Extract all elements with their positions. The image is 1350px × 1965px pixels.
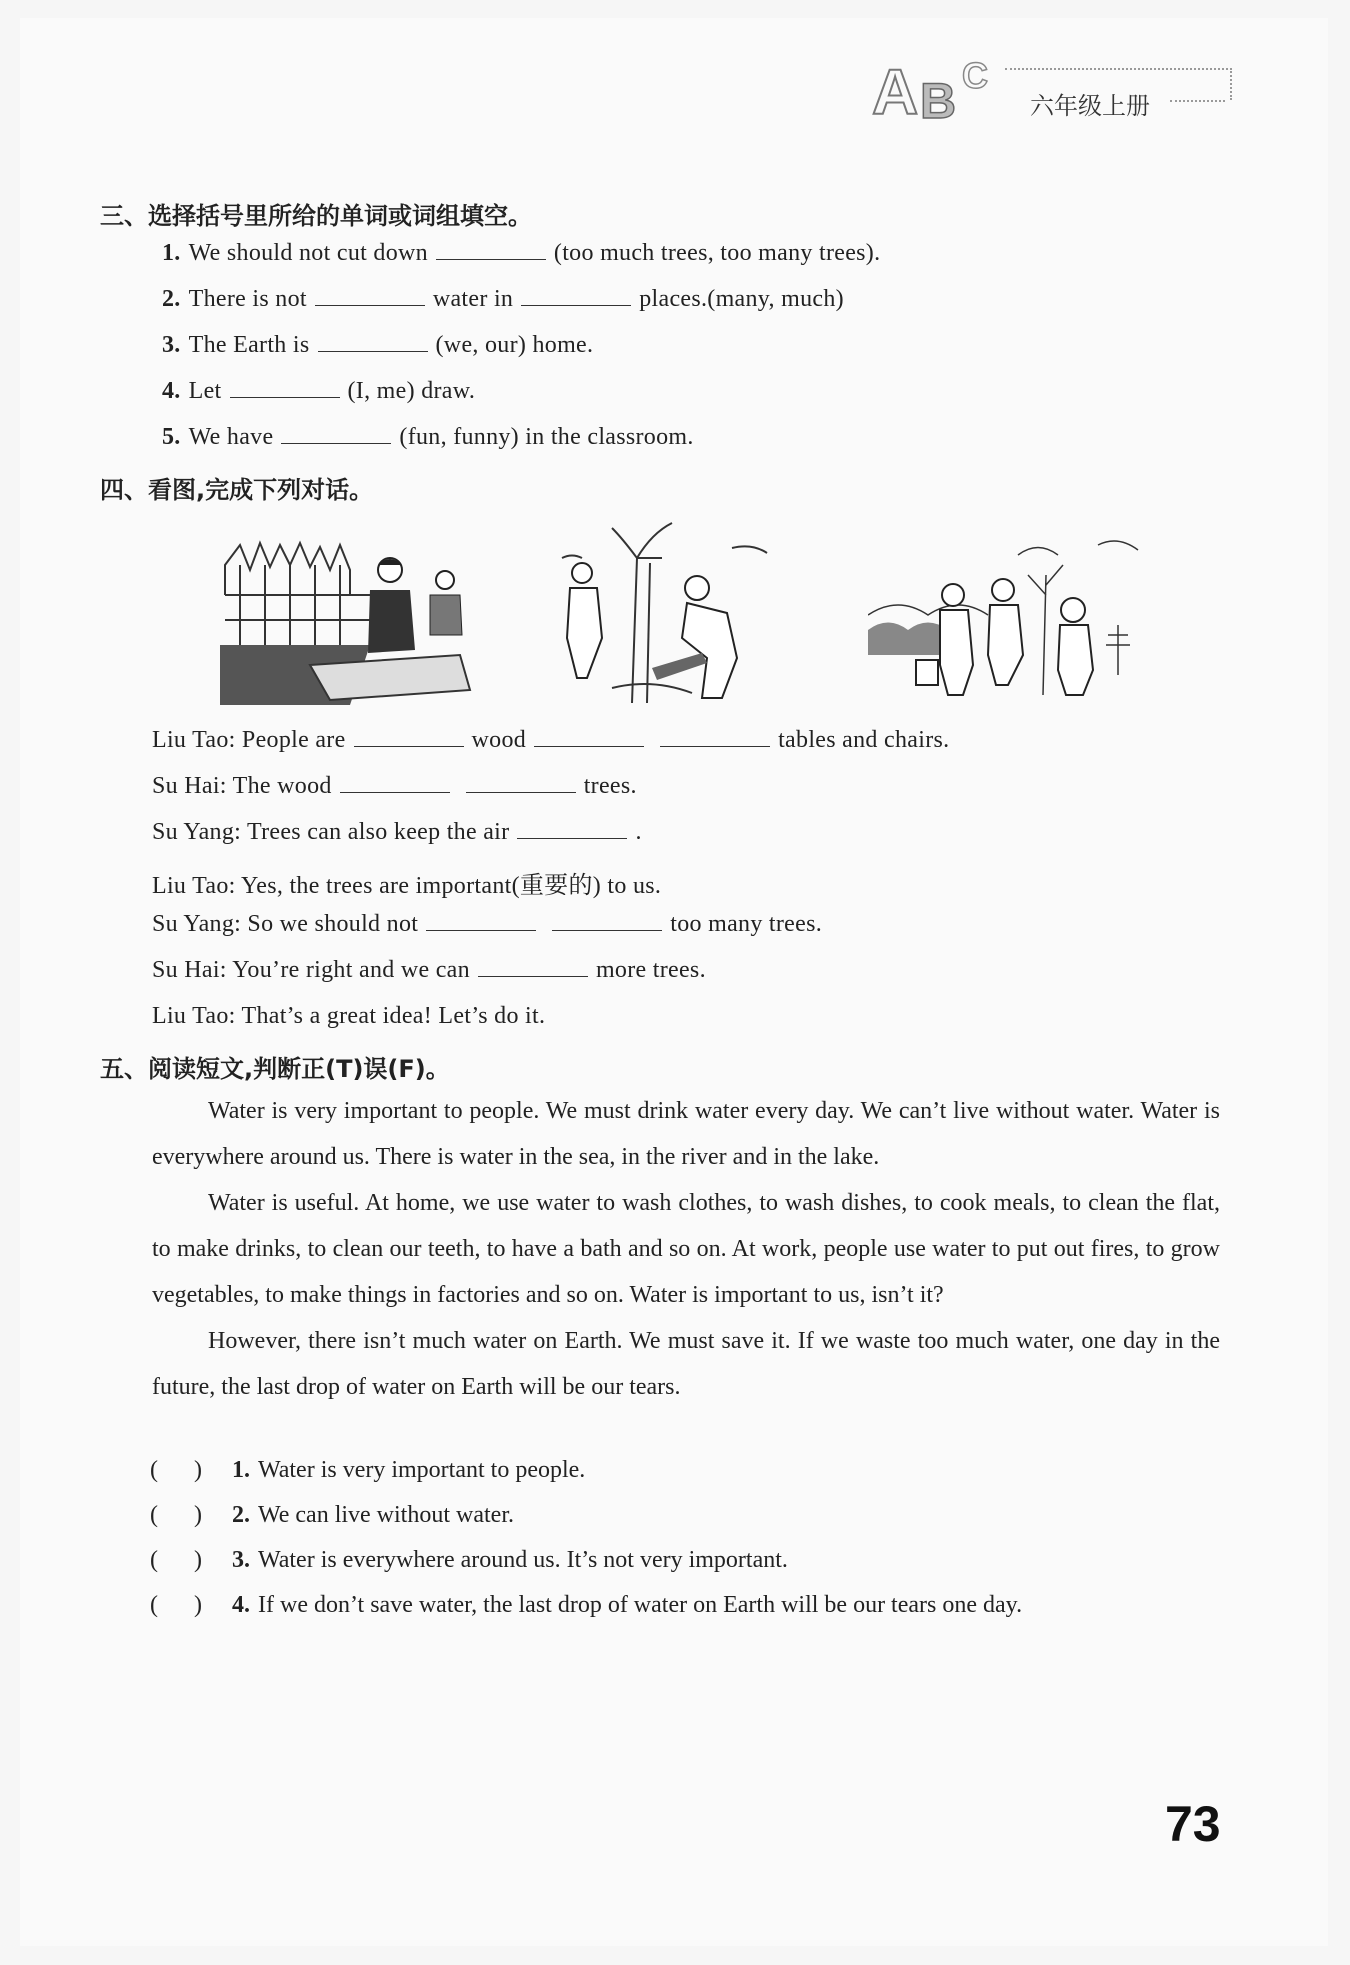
answer-blank[interactable] — [436, 258, 546, 260]
section4-title: 四、看图,完成下列对话。 — [100, 476, 374, 504]
svg-text:B: B — [920, 73, 957, 128]
question-4: 4. Let (I, me) draw. — [162, 378, 476, 404]
answer-blank[interactable] — [318, 350, 428, 352]
question-2: 2. There is not water in places.(many, much) — [162, 286, 844, 312]
abc-logo-icon — [870, 48, 1010, 128]
answer-parentheses[interactable]: ( ) — [150, 1592, 202, 1618]
header-dotted-line — [1170, 100, 1225, 102]
answer-blank[interactable] — [354, 745, 464, 747]
answer-blank[interactable] — [315, 304, 425, 306]
answer-blank[interactable] — [230, 396, 340, 398]
dialogue-line-7: Liu Tao: That’s a great idea! Let’s do it. — [152, 1003, 546, 1029]
tf-statement-1: ( ) 1. Water is very important to people. — [150, 1457, 586, 1483]
section3-title: 三、选择括号里所给的单词或词组填空。 — [100, 202, 532, 230]
dialogue-line-2: Su Hai: The wood trees. — [152, 773, 637, 799]
tf-statement-4: ( ) 4. If we don’t save water, the last drop of water on Earth will be our tears one day. — [150, 1592, 1023, 1618]
svg-text:A: A — [872, 56, 919, 128]
tree-planting-picture — [868, 535, 1143, 700]
reading-passage — [152, 1088, 1220, 1410]
answer-blank[interactable] — [340, 791, 450, 793]
answer-blank[interactable] — [660, 745, 770, 747]
tf-statement-3: ( ) 3. Water is everywhere around us. It’s not very important. — [150, 1547, 788, 1573]
answer-blank[interactable] — [466, 791, 576, 793]
tree-cutting-picture — [552, 518, 787, 703]
answer-blank[interactable] — [521, 304, 631, 306]
dialogue-line-5: Su Yang: So we should not too many trees. — [152, 911, 823, 937]
answer-blank[interactable] — [534, 745, 644, 747]
answer-blank[interactable] — [281, 442, 391, 444]
dialogue-line-1: Liu Tao: People are wood tables and chairs. — [152, 727, 950, 753]
passage-paragraph: Water is useful. At home, we use water to wash clothes, to wash dishes, to cook meals, to clean the flat, to make drinks, to clean our teeth, to have a bath and so on. At work, people use water to put out fires, to grow vegetables, to make things in factories and so on. Water is important to us, isn’t it? — [152, 1190, 1220, 1308]
furniture-workers-picture — [220, 535, 475, 705]
question-1: 1. We should not cut down (too much trees, too many trees). — [162, 240, 881, 266]
section5-title: 五、阅读短文,判断正(T)误(F)。 — [100, 1055, 450, 1083]
answer-parentheses[interactable]: ( ) — [150, 1547, 202, 1573]
passage-paragraph: However, there isn’t much water on Earth. We must save it. If we waste too much water, one day in the future, the last drop of water on Earth will be our tears. — [152, 1328, 1220, 1400]
answer-blank[interactable] — [426, 929, 536, 931]
dialogue-line-3: Su Yang: Trees can also keep the air . — [152, 819, 642, 845]
dialogue-line-4: Liu Tao: Yes, the trees are important(重要的) to us. — [152, 873, 662, 899]
answer-parentheses[interactable]: ( ) — [150, 1502, 202, 1528]
grade-label: 六年级上册 — [1030, 92, 1150, 120]
answer-blank[interactable] — [478, 975, 588, 977]
svg-text:C: C — [962, 55, 988, 96]
page-number: 73 — [1165, 1796, 1221, 1852]
passage-paragraph: Water is very important to people. We must drink water every day. We can’t live without water. Water is everywhere around us. There is water in the sea, in the river and in the lake. — [152, 1098, 1220, 1170]
answer-blank[interactable] — [552, 929, 662, 931]
answer-parentheses[interactable]: ( ) — [150, 1457, 202, 1483]
question-5: 5. We have (fun, funny) in the classroom. — [162, 424, 694, 450]
question-3: 3. The Earth is (we, our) home. — [162, 332, 594, 358]
dialogue-line-6: Su Hai: You’re right and we can more trees. — [152, 957, 706, 983]
tf-statement-2: ( ) 2. We can live without water. — [150, 1502, 514, 1528]
answer-blank[interactable] — [517, 837, 627, 839]
